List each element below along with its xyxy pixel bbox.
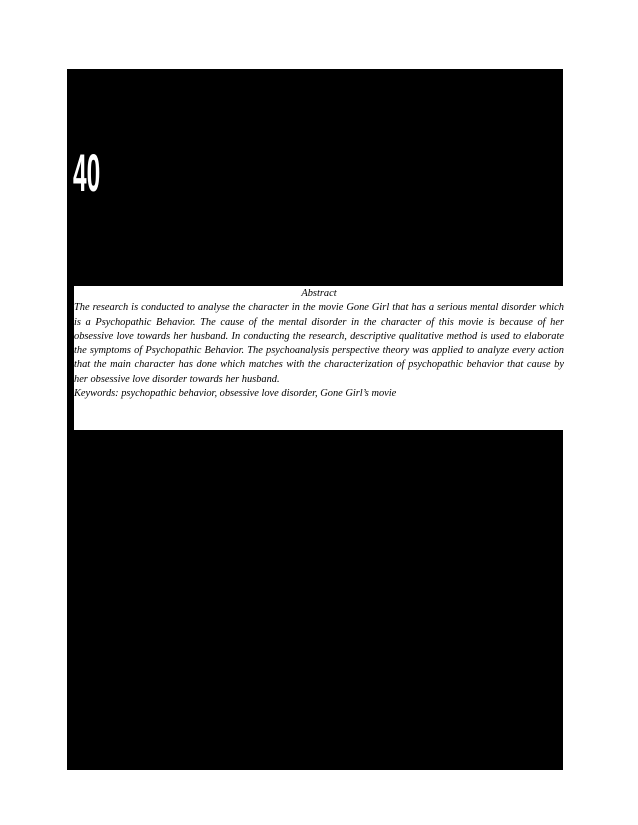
abstract-keywords: Keywords: psychopathic behavior, obsessive love disorder, Gone Girl’s movie	[74, 388, 397, 400]
abstract-heading: Abstract	[301, 288, 337, 299]
abstract-panel	[74, 286, 564, 430]
page-number: 40	[73, 144, 101, 204]
abstract-body: The research is conducted to analyse the character in the movie Gone Girl that has a serious mental disorder which is a Psychopathic Behavior. The cause of the mental disorder in the character of this movie is because of her obsessive love towards her husband. In conducting the research, descriptive qualitative method is used to elaborate the symptoms of Psychopathic Behavior. The psychoanalysis perspective theory was applied to analyze every action that the main character has done which matches with the characterization of psychopathic behavior that cause by her obsessive love disorder towards her husband.	[74, 302, 564, 385]
